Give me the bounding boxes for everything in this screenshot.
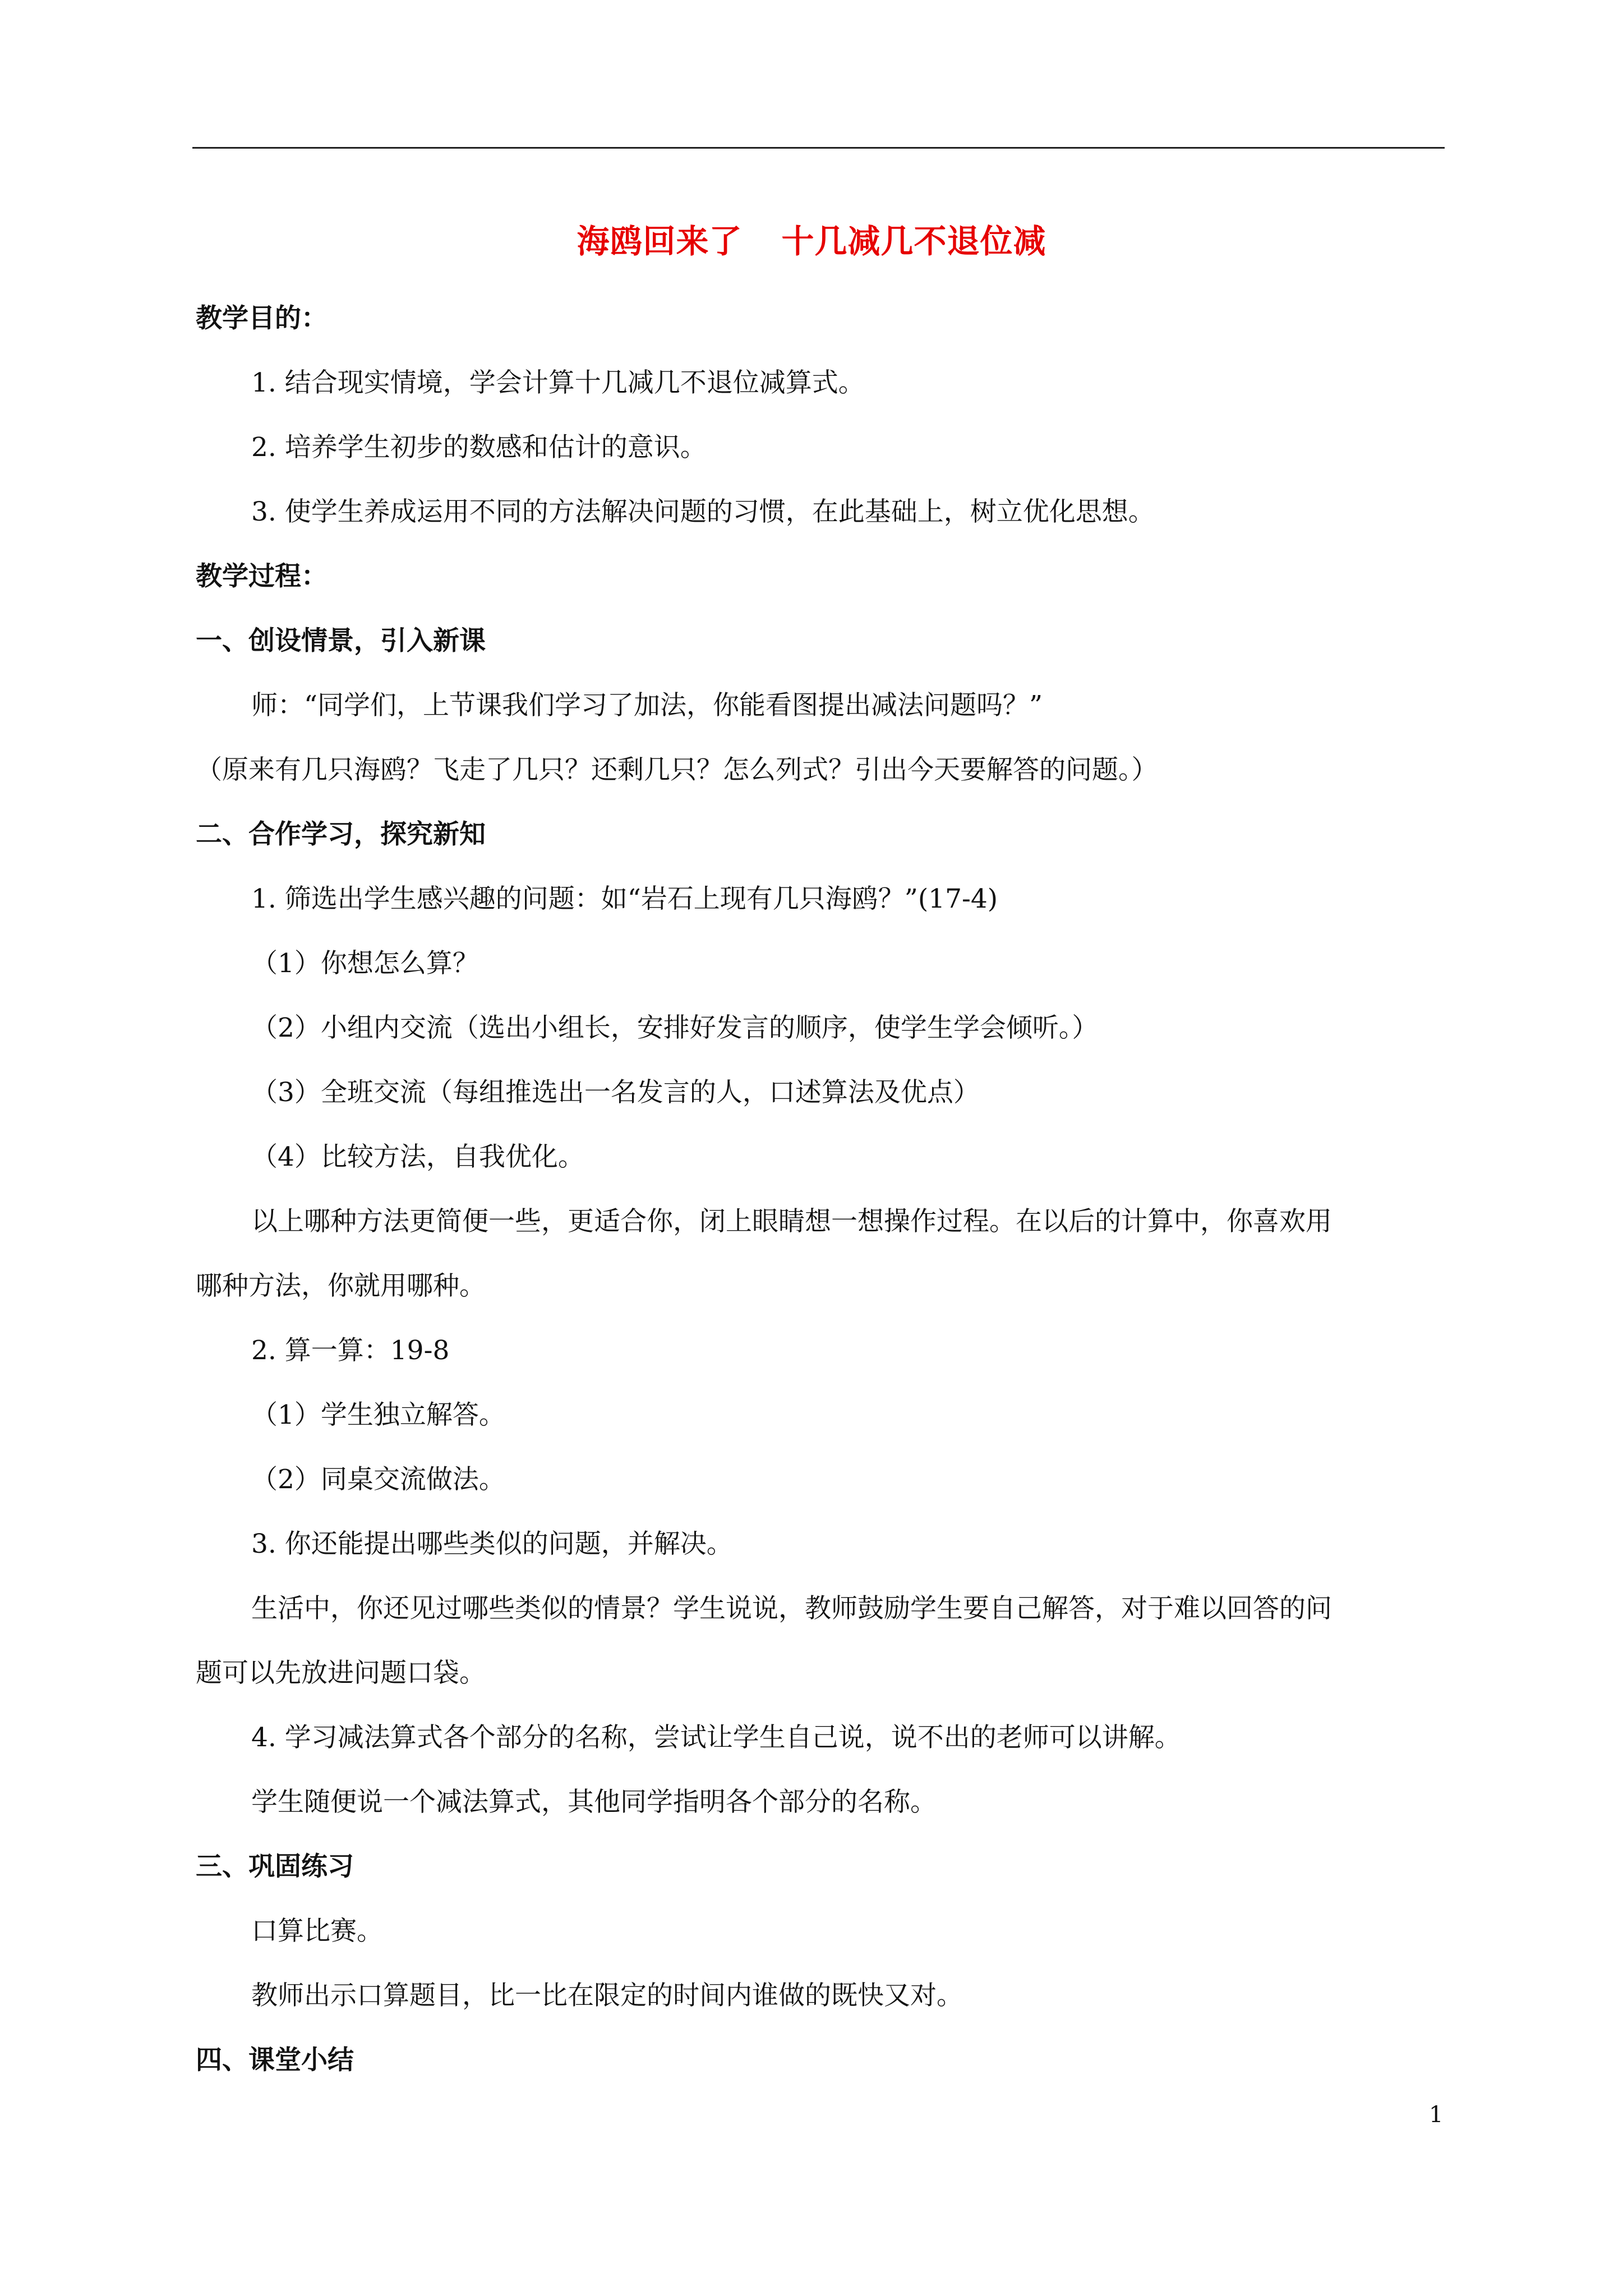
section-2-line-14: 4. 学习减法算式各个部分的名称，尝试让学生自己说，说不出的老师可以讲解。 bbox=[251, 1722, 1181, 1753]
objective-2: 2. 培养学生初步的数感和估计的意识。 bbox=[251, 432, 707, 463]
section-1-line-1: 师：“同学们，上节课我们学习了加法，你能看图提出减法问题吗？” bbox=[251, 690, 1043, 721]
title-part-1: 海鸥回来了 bbox=[577, 222, 743, 260]
section-2-line-12: 生活中，你还见过哪些类似的情景？学生说说，教师鼓励学生要自己解答，对于难以回答的问 bbox=[251, 1593, 1332, 1624]
section-2-line-13: 题可以先放进问题口袋。 bbox=[196, 1658, 486, 1688]
objectives-heading: 教学目的： bbox=[196, 303, 328, 334]
section-2-line-7: 哪种方法，你就用哪种。 bbox=[196, 1271, 486, 1301]
section-2-line-6: 以上哪种方法更简便一些，更适合你，闭上眼睛想一想操作过程。在以后的计算中，你喜欢用 bbox=[251, 1206, 1332, 1237]
section-2-line-4: （3）全班交流（每组推选出一名发言的人，口述算法及优点） bbox=[251, 1077, 980, 1108]
section-1-line-2: （原来有几只海鸥？飞走了几只？还剩几只？怎么列式？引出今天要解答的问题。） bbox=[196, 754, 1158, 785]
section-4-heading: 四、课堂小结 bbox=[196, 2045, 354, 2076]
section-2-heading: 二、合作学习，探究新知 bbox=[196, 819, 486, 850]
section-2-line-11: 3. 你还能提出哪些类似的问题，并解决。 bbox=[251, 1529, 733, 1559]
objective-1: 1. 结合现实情境，学会计算十几减几不退位减算式。 bbox=[251, 367, 865, 398]
section-2-line-10: （2）同桌交流做法。 bbox=[251, 1464, 505, 1495]
section-2-line-1: 1. 筛选出学生感兴趣的问题：如“岩石上现有几只海鸥？”(17-4) bbox=[251, 884, 998, 914]
document-title bbox=[0, 210, 1623, 272]
process-heading: 教学过程： bbox=[196, 561, 328, 592]
page-number: 1 bbox=[1429, 2102, 1444, 2128]
section-3-heading: 三、巩固练习 bbox=[196, 1851, 354, 1882]
header-rule bbox=[192, 147, 1445, 149]
section-2-line-5: （4）比较方法，自我优化。 bbox=[251, 1142, 584, 1172]
section-2-line-2: （1）你想怎么算？ bbox=[251, 948, 479, 979]
section-2-line-8: 2. 算一算：19-8 bbox=[251, 1335, 450, 1366]
title-part-2: 十几减几不退位减 bbox=[781, 222, 1046, 260]
section-2-line-9: （1）学生独立解答。 bbox=[251, 1400, 505, 1430]
section-2-line-3: （2）小组内交流（选出小组长，安排好发言的顺序，使学生学会倾听。） bbox=[251, 1013, 1099, 1043]
section-1-heading: 一、创设情景，引入新课 bbox=[196, 625, 486, 656]
section-2-line-15: 学生随便说一个减法算式，其他同学指明各个部分的名称。 bbox=[251, 1787, 937, 1818]
section-3-line-1: 口算比赛。 bbox=[251, 1916, 383, 1947]
objective-3: 3. 使学生养成运用不同的方法解决问题的习惯，在此基础上，树立优化思想。 bbox=[251, 496, 1155, 527]
section-3-line-2: 教师出示口算题目，比一比在限定的时间内谁做的既快又对。 bbox=[251, 1980, 963, 2011]
